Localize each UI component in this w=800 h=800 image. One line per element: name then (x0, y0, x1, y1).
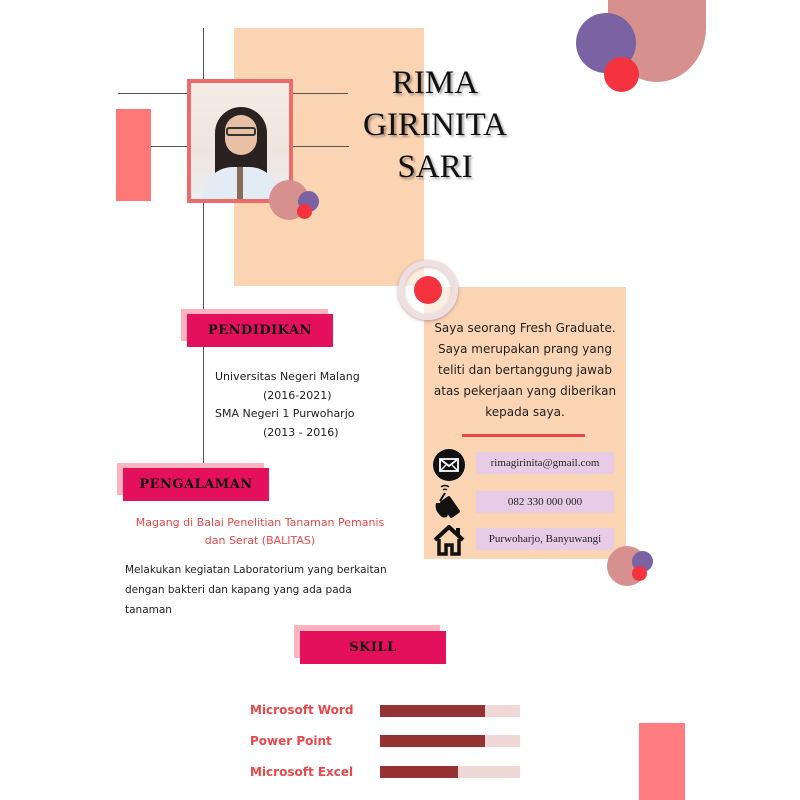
experience-description: Melakukan kegiatan Laboratorium yang berkaitan dengan bakteri dan kapang yang ada pada tanaman (125, 564, 387, 616)
skill-bar-fill (380, 766, 458, 778)
experience-role: Magang di Balai Penelitian Tanaman Pemanis dan Serat (BALITAS) (135, 516, 385, 547)
name-line-first: RIMA (391, 65, 479, 101)
red-circle-contact (632, 566, 647, 581)
education-school: Universitas Negeri Malang (215, 370, 360, 383)
about-text: Saya seorang Fresh Graduate. Saya merupakan prang yang teliti dan bertanggung jawab atas pekerjaan yang diberikan kepada saya. (433, 321, 617, 419)
education-school: SMA Negeri 1 Purwoharjo (215, 407, 355, 420)
skill-label: Microsoft Excel (250, 765, 354, 779)
horizontal-line-mid-left (151, 146, 187, 147)
full-name-heading (340, 62, 530, 188)
salmon-accent-block-left (116, 109, 151, 201)
education-years: (2016-2021) (263, 388, 332, 402)
education-list (215, 368, 375, 442)
skill-bar-word (380, 705, 520, 717)
skill-label: Power Point (250, 734, 332, 748)
salmon-accent-block-bottom (639, 723, 685, 800)
skill-bar-excel (380, 766, 520, 778)
home-icon (432, 523, 466, 557)
red-circle-photo (297, 204, 312, 219)
education-heading: PENDIDIKAN (187, 314, 333, 347)
horizontal-line-top-left (118, 93, 188, 94)
skill-label: Microsoft Word (250, 703, 354, 717)
experience-heading: PENGALAMAN (123, 468, 269, 501)
skill-bar-fill (380, 705, 485, 717)
red-circle-top (604, 57, 639, 92)
phone-icon (432, 483, 466, 521)
address-field: Purwoharjo, Banyuwangi (476, 528, 614, 550)
skill-heading: SKILL (300, 631, 446, 664)
about-divider (462, 434, 585, 437)
envelope-icon (432, 448, 466, 482)
email-field: rimagirinita@gmail.com (476, 452, 614, 474)
name-line-middle: GIRINITA (363, 107, 507, 143)
name-line-last: SARI (397, 149, 473, 185)
skill-bar-powerpoint (380, 735, 520, 747)
skill-bar-fill (380, 735, 485, 747)
education-years: (2013 - 2016) (263, 425, 339, 439)
profile-photo (191, 83, 289, 199)
phone-field: 082 330 000 000 (476, 491, 614, 513)
ring-red-dot (414, 276, 442, 304)
